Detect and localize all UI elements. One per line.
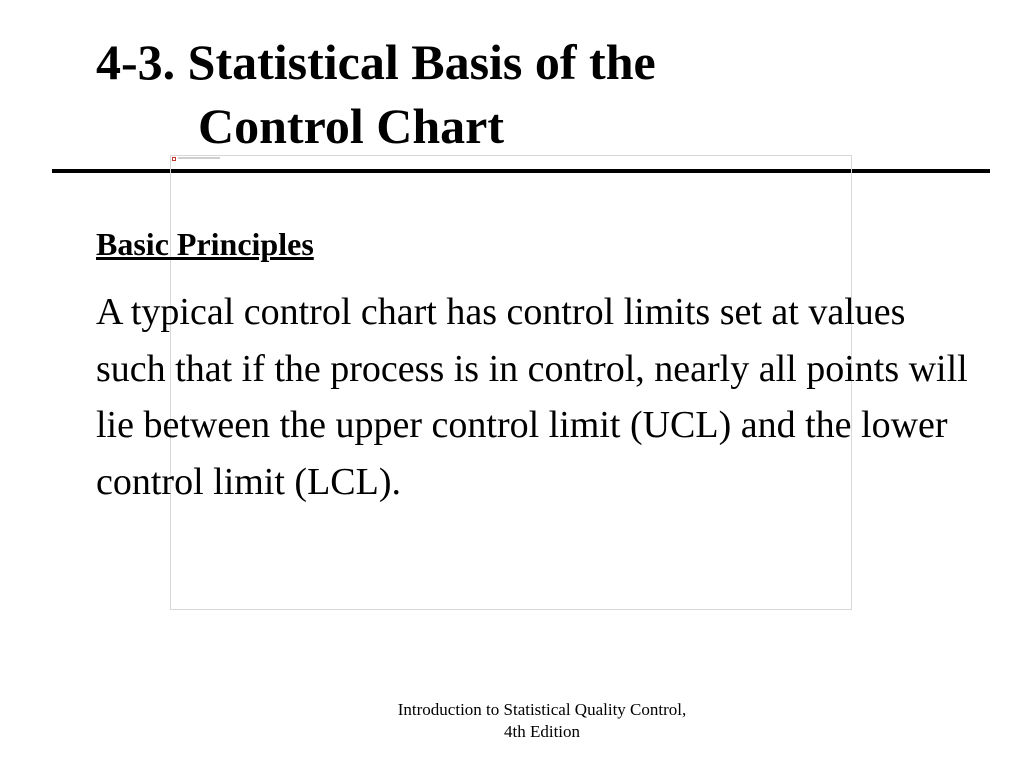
slide-title-line-2: Control Chart bbox=[198, 98, 505, 154]
broken-image-icon bbox=[172, 157, 176, 161]
embedded-object-caption bbox=[178, 157, 220, 159]
footer-line-2: 4th Edition bbox=[503, 722, 581, 741]
body-paragraph: A typical control chart has control limits set at values such that if the process is in control, nearly all points will lie between the upper control limit (UCL) and the lower control limit (LCL). bbox=[96, 291, 968, 503]
footer-line-1: Introduction to Statistical Quality Control, bbox=[397, 700, 687, 719]
section-heading: Basic Principles bbox=[96, 226, 314, 262]
slide-title-line-1: 4-3. Statistical Basis of the bbox=[96, 34, 656, 90]
slide-footer bbox=[360, 699, 724, 743]
